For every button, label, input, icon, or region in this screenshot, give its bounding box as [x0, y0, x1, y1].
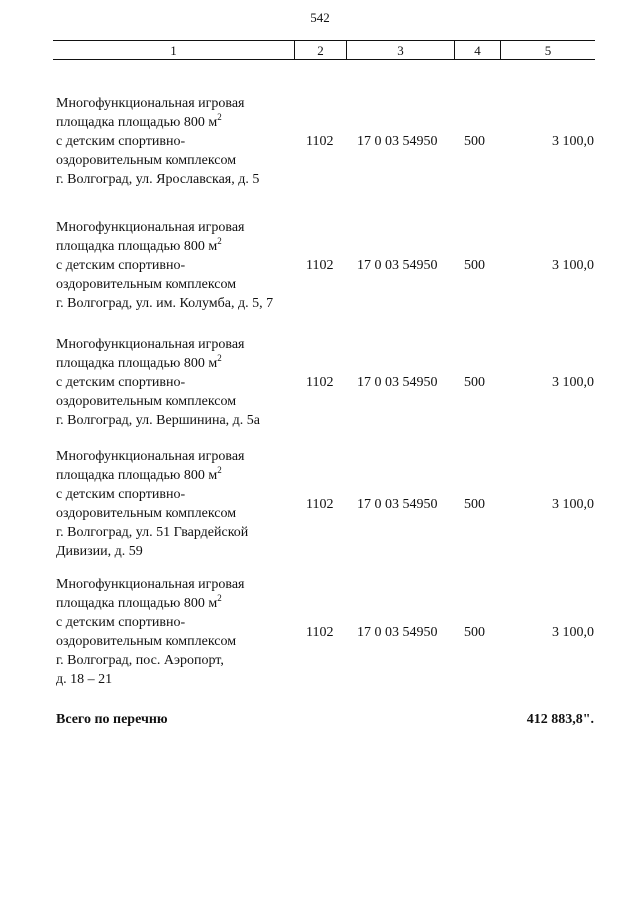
- name-line: с детским спортивно-: [56, 134, 186, 149]
- column-header-4: 4: [454, 41, 500, 59]
- name-line: оздоровительным комплексом: [56, 506, 237, 521]
- expense-type: 500: [464, 134, 485, 149]
- name-line-area: площадка площадью 800 $м^2$: [56, 353, 222, 371]
- name-line: д. 18 – 21: [56, 672, 113, 687]
- target-article: 17 0 03 54950: [357, 134, 438, 149]
- page-number: 542: [310, 10, 330, 25]
- name-line: Многофункциональная игровая: [56, 337, 245, 352]
- name-line: оздоровительным комплексом: [56, 634, 237, 649]
- amount: 3 100,0: [552, 497, 594, 512]
- name-line: Многофункциональная игровая: [56, 96, 245, 111]
- unit-superscript: 2: [217, 112, 222, 122]
- name-line-area: площадка площадью 800 $м^2$: [56, 112, 222, 130]
- name-line: г. Волгоград, ул. им. Колумба, д. 5, 7: [56, 296, 274, 311]
- unit-superscript: 2: [217, 236, 222, 246]
- name-line: г. Волгоград, пос. Аэропорт,: [56, 653, 224, 668]
- section-code: 1102: [306, 134, 334, 149]
- amount: 3 100,0: [552, 134, 594, 149]
- unit-superscript: 2: [217, 593, 222, 603]
- object-name: [56, 447, 296, 561]
- column-header-3: 3: [346, 41, 454, 59]
- section-code: 1102: [306, 497, 334, 512]
- unit-superscript: 2: [217, 353, 222, 363]
- expense-type: 500: [464, 258, 485, 273]
- name-line: с детским спортивно-: [56, 615, 186, 630]
- column-header-row: [53, 40, 595, 60]
- target-article: 17 0 03 54950: [357, 625, 438, 640]
- name-line: г. Волгоград, ул. Ярославская, д. 5: [56, 172, 260, 187]
- amount: 3 100,0: [552, 258, 594, 273]
- expense-type: 500: [464, 375, 485, 390]
- name-line: Дивизии, д. 59: [56, 544, 143, 559]
- column-header-2: 2: [294, 41, 346, 59]
- name-line: оздоровительным комплексом: [56, 277, 237, 292]
- target-article: 17 0 03 54950: [357, 258, 438, 273]
- name-line: г. Волгоград, ул. 51 Гвардейской: [56, 525, 249, 540]
- amount: 3 100,0: [552, 375, 594, 390]
- name-line: с детским спортивно-: [56, 258, 186, 273]
- expense-type: 500: [464, 497, 485, 512]
- target-article: 17 0 03 54950: [357, 375, 438, 390]
- unit-superscript: 2: [217, 465, 222, 475]
- section-code: 1102: [306, 375, 334, 390]
- expense-type: 500: [464, 625, 485, 640]
- object-name: [56, 94, 296, 189]
- name-line: Многофункциональная игровая: [56, 449, 245, 464]
- object-name: [56, 218, 296, 313]
- name-line-area: площадка площадью 800 $м^2$: [56, 465, 222, 483]
- name-line: Многофункциональная игровая: [56, 577, 245, 592]
- section-code: 1102: [306, 625, 334, 640]
- name-line: с детским спортивно-: [56, 375, 186, 390]
- name-line: г. Волгоград, ул. Вершинина, д. 5а: [56, 413, 260, 428]
- column-header-5: 5: [500, 41, 595, 59]
- amount: 3 100,0: [552, 625, 594, 640]
- target-article: 17 0 03 54950: [357, 497, 438, 512]
- column-header-1: 1: [170, 42, 177, 58]
- total-value: 412 883,8".: [526, 712, 594, 727]
- section-code: 1102: [306, 258, 334, 273]
- name-line: оздоровительным комплексом: [56, 394, 237, 409]
- name-line: Многофункциональная игровая: [56, 220, 245, 235]
- object-name: [56, 575, 296, 689]
- name-line: с детским спортивно-: [56, 487, 186, 502]
- name-line: оздоровительным комплексом: [56, 153, 237, 168]
- object-name: [56, 335, 296, 430]
- name-line-area: площадка площадью 800 $м^2$: [56, 593, 222, 611]
- total-label: Всего по перечню: [56, 712, 168, 727]
- name-line-area: площадка площадью 800 $м^2$: [56, 236, 222, 254]
